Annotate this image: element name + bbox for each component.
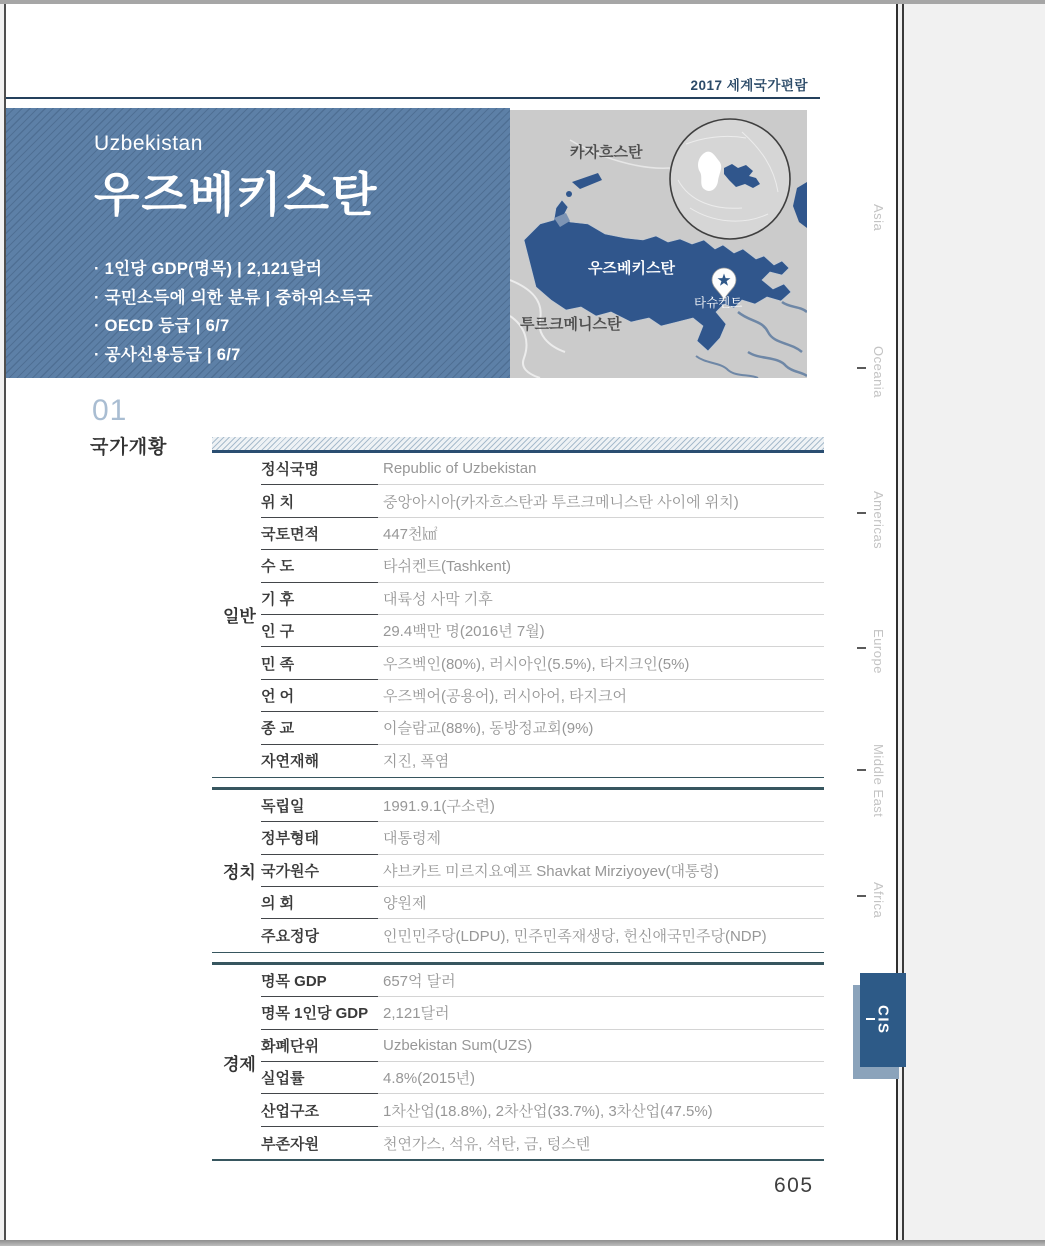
field-label: 수 도 <box>261 550 378 582</box>
field-value: Uzbekistan Sum(UZS) <box>378 1030 824 1062</box>
field-value: 1991.9.1(구소련) <box>378 790 824 822</box>
region-tab-europe: Europe <box>871 629 886 674</box>
page-top-edge <box>0 0 1045 4</box>
region-tab-middle-east: Middle East <box>871 744 886 818</box>
tab-tick <box>857 647 866 649</box>
region-tab-cis: CIS <box>860 973 906 1067</box>
region-tab-rail <box>6 4 896 1240</box>
map-label-kazakhstan: 카자흐스탄 <box>570 144 643 161</box>
field-value: 29.4백만 명(2016년 7월) <box>378 615 824 647</box>
field-label: 부존자원 <box>261 1135 319 1153</box>
field-value: 천연가스, 석유, 석탄, 금, 텅스텐 <box>383 1135 591 1153</box>
section-title: 국가개황 <box>90 437 168 458</box>
region-tab-oceania: Oceania <box>871 346 886 398</box>
field-label: 국토면적 <box>261 518 378 550</box>
field-label: 정부형태 <box>261 822 378 854</box>
key-fact: · 국민소득에 의한 분류 | 중하위소득국 <box>94 288 373 307</box>
field-value: 1차산업(18.8%), 2차산업(33.7%), 3차산업(47.5%) <box>378 1094 824 1126</box>
field-label: 민 족 <box>261 647 378 679</box>
field-label: 실업률 <box>261 1062 378 1094</box>
field-value: 대륙성 사막 기후 <box>378 583 824 615</box>
field-label: 기 후 <box>261 583 378 615</box>
tab-tick <box>857 769 866 771</box>
field-value: 4.8%(2015년) <box>378 1062 824 1094</box>
map-label-turkmenistan: 투르크메니스탄 <box>520 316 622 333</box>
field-value: 샤브카트 미르지요예프 Shavkat Mirziyoyev(대통령) <box>378 855 824 887</box>
field-label: 언 어 <box>261 680 378 712</box>
key-fact: · OECD 등급 | 6/7 <box>94 317 230 335</box>
group-label: 경제 <box>223 1054 256 1074</box>
field-label: 자연재해 <box>261 753 319 771</box>
section-number: 01 <box>92 394 128 427</box>
field-value: 양원제 <box>378 887 824 919</box>
field-label: 산업구조 <box>261 1094 378 1126</box>
field-value: 타쉬켄트(Tashkent) <box>378 550 824 582</box>
field-value: 지진, 폭염 <box>383 753 450 771</box>
field-label: 정식국명 <box>261 453 378 485</box>
field-value: 447천㎢ <box>378 518 824 550</box>
field-value: 657억 달러 <box>378 965 824 997</box>
field-label: 국가원수 <box>261 855 378 887</box>
field-value: Republic of Uzbekistan <box>378 453 824 485</box>
field-value: 2,121달러 <box>378 997 824 1029</box>
country-name-ko: 우즈베키스탄 <box>94 168 379 221</box>
field-label: 주요정당 <box>261 928 319 946</box>
field-label: 종 교 <box>261 712 378 744</box>
key-fact: · 공사신용등급 | 6/7 <box>94 345 241 364</box>
field-label: 화폐단위 <box>261 1030 378 1062</box>
page-bottom-edge <box>0 1240 1045 1246</box>
field-label: 독립일 <box>261 790 378 822</box>
page-number: 605 <box>774 1174 814 1197</box>
field-value: 대통령제 <box>378 822 824 854</box>
field-label: 인 구 <box>261 615 378 647</box>
region-tab-americas: Americas <box>871 491 886 550</box>
map-label-capital: 타슈켄트 <box>694 296 743 310</box>
tab-tick <box>857 367 866 369</box>
field-value: 인민민주당(LDPU), 민주민족재생당, 헌신애국민주당(NDP) <box>383 928 767 946</box>
field-value: 우즈벡인(80%), 러시아인(5.5%), 타지크인(5%) <box>378 647 824 679</box>
field-label: 명목 GDP <box>261 965 378 997</box>
edition-header: 2017 세계국가편람 <box>690 78 808 93</box>
tab-tick <box>857 895 866 897</box>
tab-tick <box>866 1018 875 1020</box>
region-tab-africa: Africa <box>871 882 886 919</box>
field-label: 명목 1인당 GDP <box>261 997 378 1029</box>
field-label: 위 치 <box>261 485 378 517</box>
key-fact: · 1인당 GDP(명목) | 2,121달러 <box>94 260 323 278</box>
field-value: 중앙아시아(카자흐스탄과 투르크메니스탄 사이에 위치) <box>378 485 824 517</box>
tab-tick <box>857 512 866 514</box>
field-value: 우즈벡어(공용어), 러시아어, 타지크어 <box>378 680 824 712</box>
page <box>4 4 898 1240</box>
field-value: 이슬람교(88%), 동방정교회(9%) <box>378 712 824 744</box>
field-label: 의 회 <box>261 887 378 919</box>
group-label: 정치 <box>223 863 256 883</box>
group-label: 일반 <box>223 607 256 627</box>
map-label-uzbekistan: 우즈베키스탄 <box>588 260 675 277</box>
region-tab-asia: Asia <box>871 204 886 232</box>
country-name-en: Uzbekistan <box>94 132 203 155</box>
